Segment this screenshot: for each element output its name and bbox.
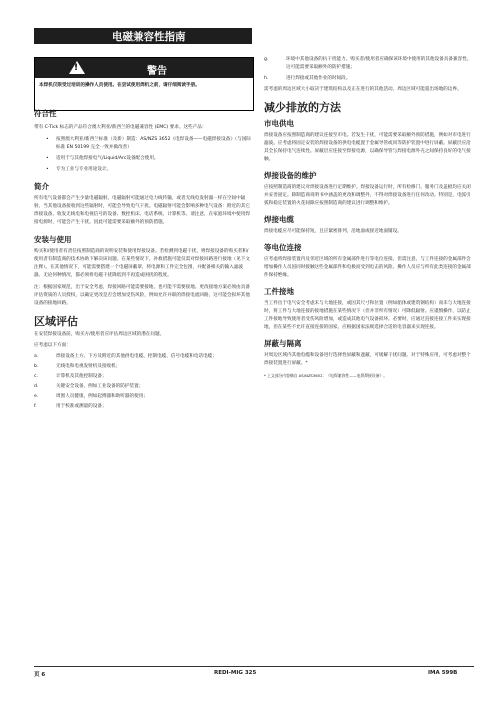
screening-text: 对周边区域内其他电缆和设备进行选择性屏蔽和遮蔽，可缓解干扰问题。对于特殊应用，可考虑对整个焊接装置进行屏蔽。*	[264, 353, 471, 366]
mains-heading: 市电供电	[264, 119, 294, 128]
intro-heading: 简介	[34, 182, 49, 191]
area-intro: 在安装焊接设备前，购买方/使用者应评估周边区域的潜在问题。	[34, 332, 165, 337]
intro-text: 所有电气设备都会产生少量电磁辐射。电磁辐射可能通过电力线传输，或者无线电发射器一样在空间中辐射。当其他设备接收到这些辐射时，可能会导致电气干扰。电磁辐射可能会影响多种电气设备：附近的其它焊接设备、收发无线电和电视信号的设备、数控机床、电话系统、计算机等。请注意，在家庭环境中使用焊接电源时，可能会产生干扰。因此可能需要采取额外的预防措施。	[34, 196, 250, 225]
cables-text: 焊接电缆应尽可能保持短，且应紧密排列，沿地面或接近地面铺设。	[264, 229, 402, 234]
warning-header: ! 警告	[35, 58, 253, 78]
list-item: c. 计算机及其他控制设备；	[34, 374, 107, 379]
footer-rule	[34, 666, 474, 667]
warning-label: 警告	[147, 66, 167, 77]
list-item: • 按照澳大利亚/新西兰标准（及新）制造：AS/NZS 3652《电焊设备——电磁焊接设备》（与国际标准 EN 50199 完全一致并做改善）	[46, 137, 251, 150]
list-item: g. 环境中其他设备的抗干扰能力。购买者/使用者应确保该环境中使用的其他设备具备兼容性。这可能需要采取额外的防护措施；	[264, 57, 472, 70]
earthing-text: 当工件出于电气安全考虑未与大地连接，或因其尺寸和位置（例如船体或建筑钢结构）而未与大地连接时，将工件与大地连接的接地措施在某些情况下（但并非所有情况）可降低辐射。应谨慎操作，以防止工件接地导致使用者受伤风险增加，或造成其他电气设备损坏。必要时，应通过直接连接工件来实现接地，但在某些不允许直接连接的国家，应根据国家法规选择合适的电容器来实现连接。	[264, 301, 471, 330]
doc-number: IMA 599B	[428, 670, 458, 676]
page-title: 电磁兼容性指南	[112, 31, 186, 43]
list-item: a. 焊接设备上方、下方及附近的其他供电电缆、控制电缆、信号电缆和电话电缆；	[34, 354, 217, 359]
left-column	[34, 110, 252, 411]
earthing-heading: 工件接地	[264, 287, 294, 296]
bonding-text: 应考虑将焊接装置内及邻近区域的所有金属部件进行等电位连接。但需注意，与工件连接的金属部件会增加操作人员因同时接触这些金属部件和电极而受到电击的风险。操作人员应与所有此类连接的金属部件保持绝缘。	[264, 257, 471, 278]
product-name: REDI-MIG 325	[214, 670, 257, 676]
title-banner	[34, 28, 252, 44]
right-column	[264, 56, 474, 379]
area-consider: 应考虑以下方面：	[34, 343, 71, 348]
warning-text: 本焊机仅限受过培训的操作人员使用。在尝试使用焊机之前，请仔细阅读手册。	[39, 83, 200, 88]
compliance-list	[34, 136, 252, 174]
area-size-text: 需考虑的周边区域大小取决于建筑结构以及正在进行的其他活动。周边区域可能超出场地的边界。	[264, 87, 462, 92]
list-item: • 适用于与其他焊接电气/Liquid/Arc设备配合使用。	[46, 156, 159, 161]
cables-heading: 焊接电缆	[264, 215, 294, 224]
maintenance-text: 应按照制造商的建议对焊接设备进行定期维护。焊接设备运行时，所有检修门、服务门及盖板均应关闭并妥善固定。除制造商说明书中涵盖的更改和调整外，不得对焊接设备进行任何改动。特别是，电弧引弧和稳定装置的火花间隙应按照制造商的建议进行调整和维护。	[264, 185, 471, 206]
list-item: f. 用于校准或测量的设备；	[34, 404, 107, 409]
list-item: h. 进行焊接或其他作业的时间段。	[264, 76, 351, 81]
list-item: e. 周围人员健康，例如起搏器和助听器的使用；	[34, 394, 148, 399]
compliance-heading: 符合性	[34, 109, 57, 118]
area-list	[34, 353, 252, 411]
install-heading: 安装与使用	[34, 235, 72, 244]
screening-heading: 屏蔽与隔离	[264, 339, 302, 348]
list-item: b. 无线电和电视发射机及接收机；	[34, 364, 121, 369]
bonding-heading: 等电位连接	[264, 243, 302, 252]
list-item: d. 关键安全设备，例如工业设备的防护装置；	[34, 384, 144, 389]
compliance-intro: 带有 C-Tick 标志的产品符合澳大利亚/新西兰的电磁兼容性 (EMC) 要求。这些产品：	[34, 125, 207, 130]
install-note: 注：根据国家规范，出于安全考虑，焊接回路可能需要接地，也可能不需要接地。更改接地方案必须由具备评估资质的人员授权，以确定更改是否会增加受伤风险，例如允许并联的焊接电流回路，这可能会损坏其他设备的接地回路。	[34, 285, 250, 306]
page-number: 页 6	[34, 672, 46, 678]
install-text: 购买和/使用者有责任按照制造商的说明安装和使用焊接设备。若检测到电磁干扰，则焊接设备的购买者和/使用者有制造商的技术协助下解决该问题。在某些情况下，补救措施可能仅需对焊接回路进行接地（见下文注释）。在其他情况下，可能需要搭建一个电磁屏蔽罩，将电源和工件完全包围，并配备相关的输入滤波器。无论何种情况，都必须将电磁干扰降低到不再造成困扰的程度。	[34, 249, 250, 278]
footnote: * 上文部分内容摘自 AS/NZS3652：《电焊兼容性——电焊焊接设备》。	[264, 373, 388, 378]
mains-text: 焊接设备应按照制造商的建议连接至市电。若发生干扰，可能需要采取额外预防措施，例如对市电进行滤波。应考虑将固定安装的焊接设备的供电电缆置于金属导管或同等防护装置中进行屏蔽。屏蔽层应沿其全长保持电气连续性。屏蔽层应连接至焊接电源，以确保导管与焊接电源外壳之间保持良好的电气接触。	[264, 133, 471, 162]
area-heading: 区域评估	[34, 315, 78, 328]
reduce-heading: 减少排放的方法	[264, 101, 341, 114]
warning-box	[34, 57, 254, 111]
list-item: • 专为工业与专业用途设计。	[46, 167, 112, 172]
continued-list	[264, 56, 474, 83]
maintenance-heading: 焊接设备的维护	[264, 171, 317, 180]
